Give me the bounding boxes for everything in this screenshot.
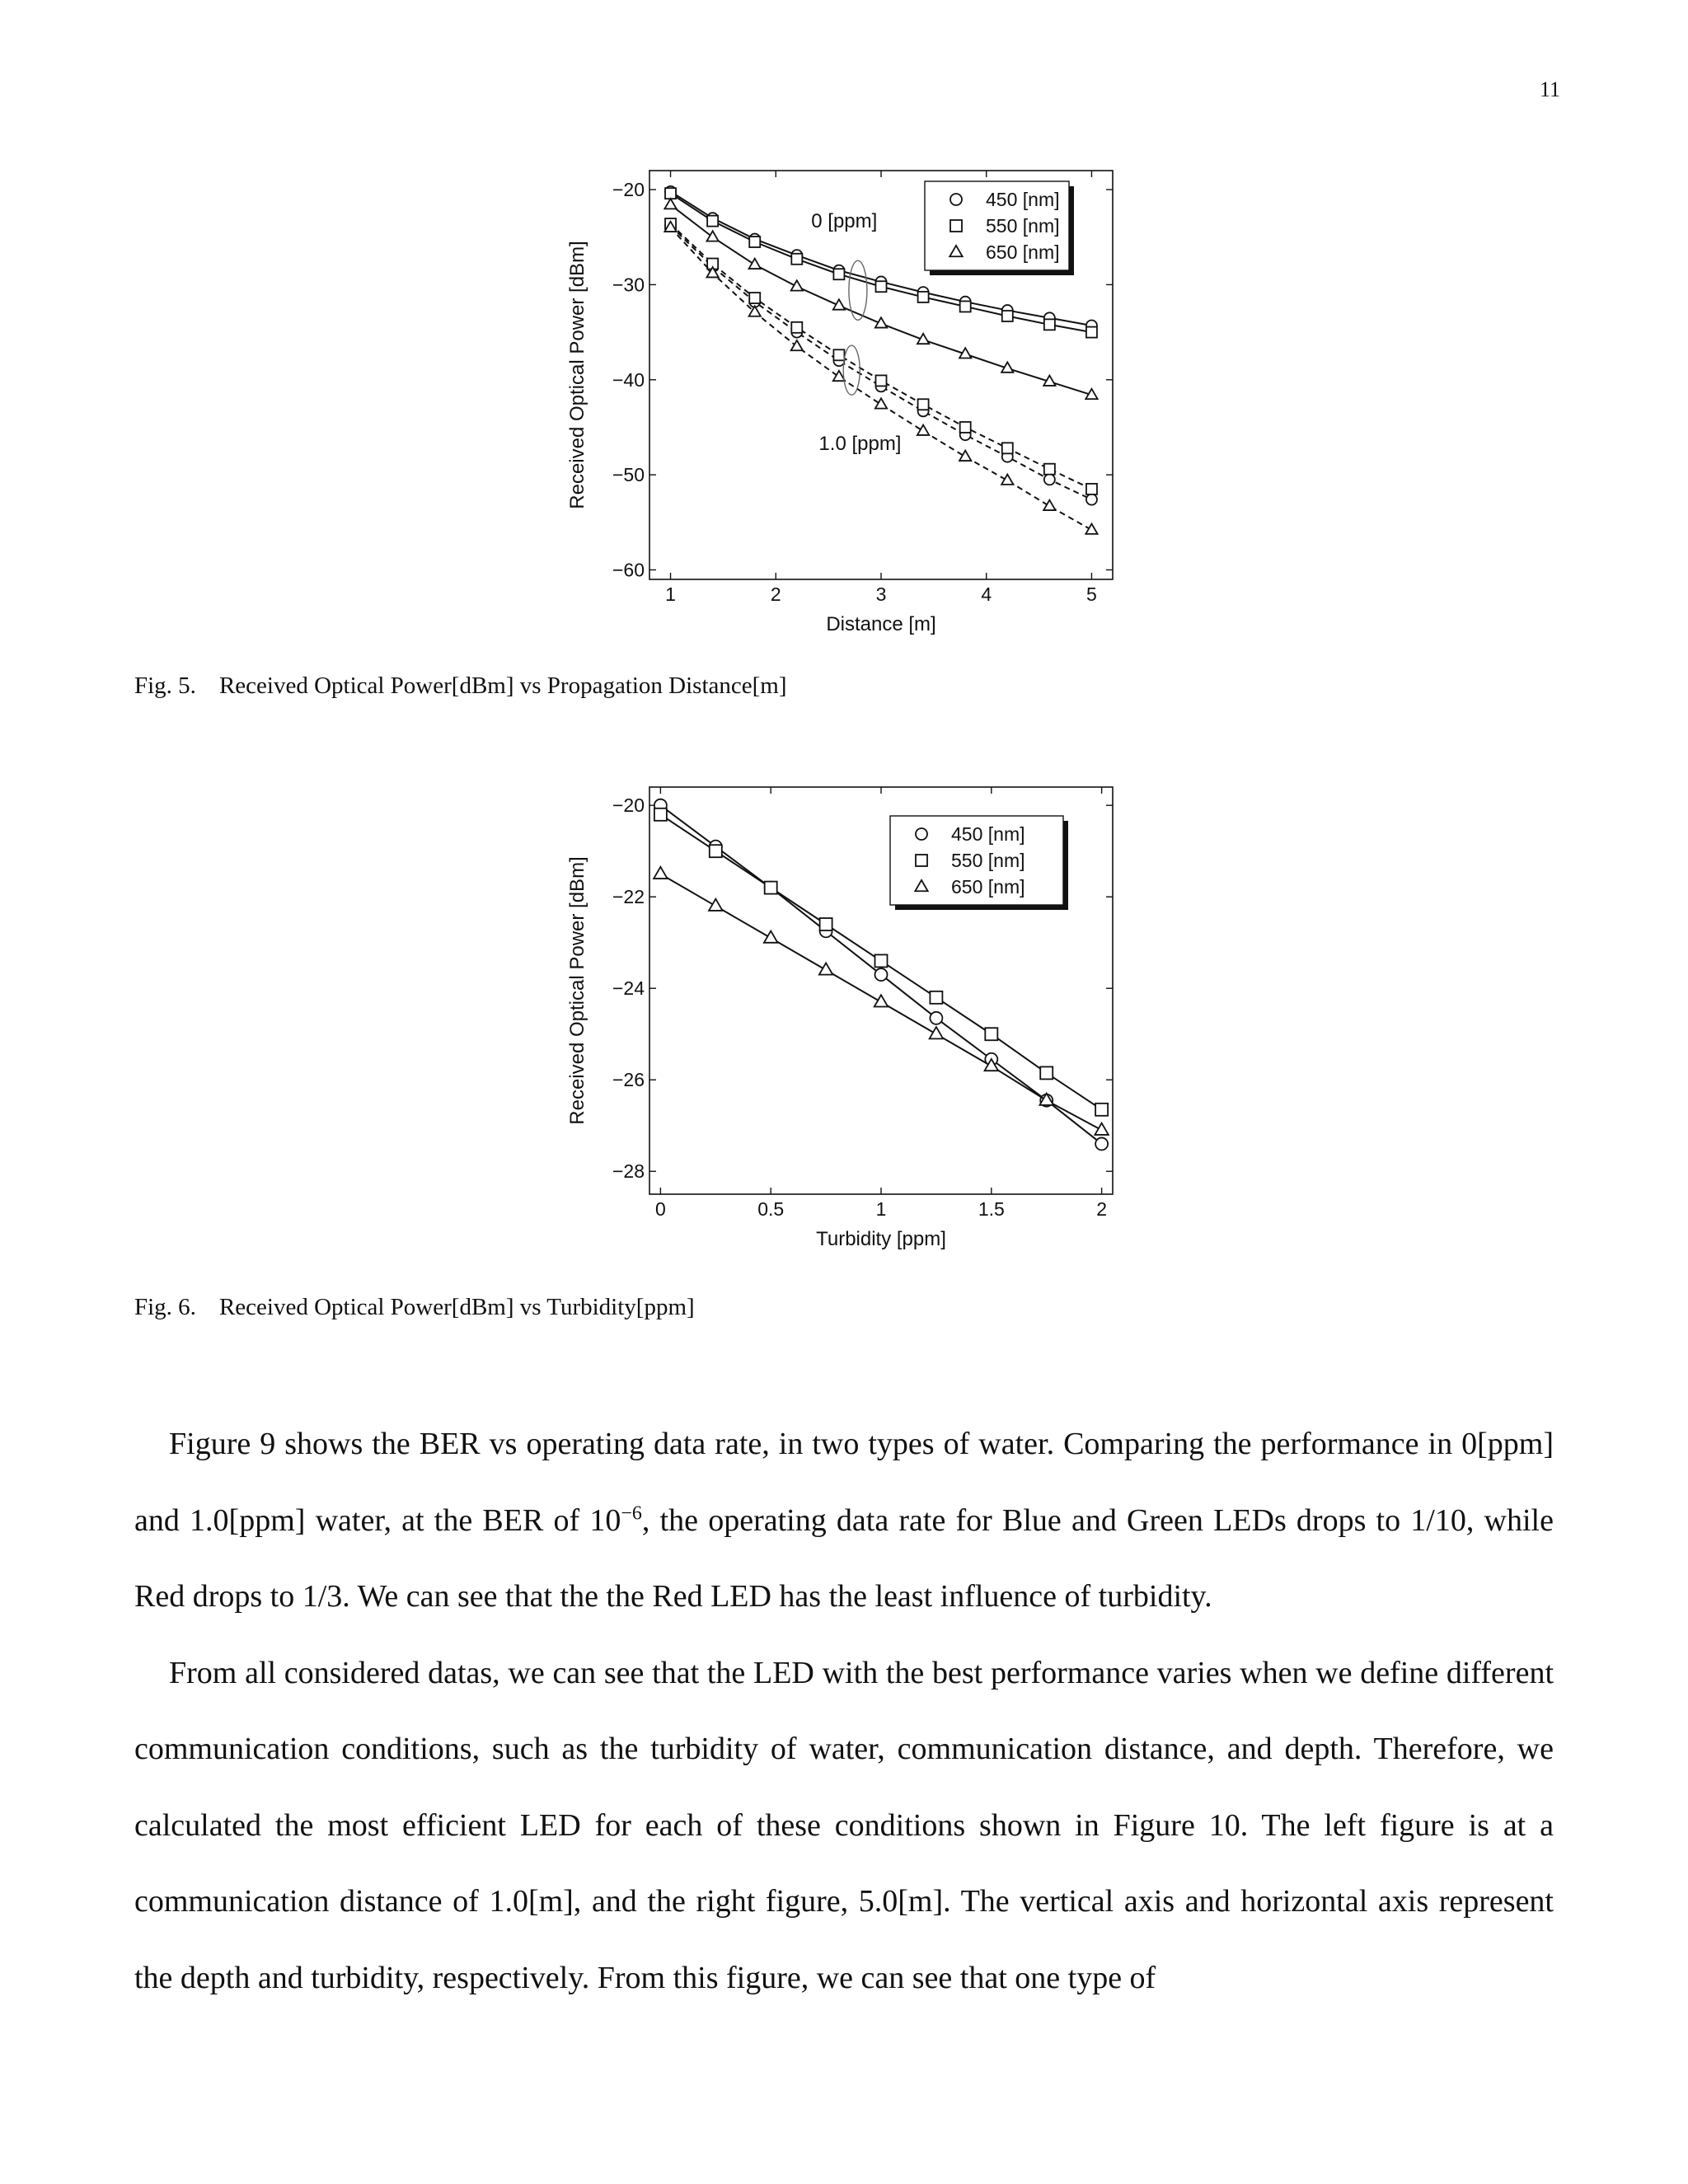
figure-6-chart [560, 779, 1137, 1273]
legend-marker [950, 194, 962, 205]
x-tick-label: 2 [770, 583, 781, 605]
x-tick-label: 1.5 [978, 1198, 1005, 1220]
ber-value-base: 10 [589, 1502, 621, 1538]
data-point-marker [1086, 494, 1097, 505]
legend-entry: 550 [nm] [951, 850, 1025, 871]
data-point-marker [876, 375, 887, 386]
legend-marker [916, 855, 927, 866]
y-axis-label: Received Optical Power [dBm] [566, 241, 588, 509]
x-tick-label: 2 [1096, 1198, 1108, 1220]
fig6-svg [560, 779, 1137, 1273]
data-point-marker [1002, 443, 1013, 453]
y-tick-label: −40 [612, 368, 645, 391]
data-point-marker [876, 281, 887, 292]
data-point-marker [765, 882, 777, 894]
data-point-marker [985, 1028, 997, 1040]
y-axis-label: Received Optical Power [dBm] [566, 856, 588, 1125]
data-point-marker [1086, 484, 1097, 494]
y-tick-label: −50 [612, 464, 645, 486]
data-point-marker [710, 845, 722, 857]
data-point-marker [1086, 327, 1097, 338]
paragraph-1 [134, 1406, 1554, 1635]
data-point-marker [1044, 464, 1055, 475]
data-point-marker [791, 322, 802, 333]
figure-6-label: Fig. 6. [134, 1294, 196, 1320]
data-point-marker [1002, 311, 1013, 321]
data-point-marker [960, 422, 971, 433]
paragraph-1-part-a: Figure 9 shows the BER vs operating data rate, in two types of water. Comparing the performance in 0[ppm] and 1.0[ppm] water, at the BER of [134, 1427, 1554, 1538]
x-tick-label: 0 [654, 1198, 666, 1220]
data-point-marker [875, 954, 888, 967]
figure-5-chart [560, 161, 1137, 655]
ber-value-exponent: −6 [621, 1502, 642, 1524]
figure-6-caption [134, 1294, 695, 1321]
y-tick-label: −28 [612, 1160, 645, 1183]
x-axis-label: Distance [m] [826, 613, 936, 635]
data-point-marker [1044, 319, 1055, 330]
data-point-marker [833, 349, 844, 360]
data-point-marker [875, 968, 888, 981]
legend-entry: 550 [nm] [986, 215, 1060, 237]
legend-entry: 450 [nm] [986, 189, 1060, 210]
data-point-marker [654, 808, 667, 821]
data-point-marker [930, 991, 942, 1004]
data-point-marker [960, 301, 971, 312]
x-tick-label: 0.5 [757, 1198, 785, 1220]
data-point-marker [707, 216, 718, 227]
data-point-marker [918, 399, 929, 410]
legend-entry: 650 [nm] [951, 876, 1025, 898]
data-point-marker [749, 293, 760, 303]
figure-6-caption-text: Received Optical Power[dBm] vs Turbidity[ppm] [218, 1294, 695, 1320]
annotation-1ppm: 1.0 [ppm] [818, 433, 902, 456]
data-point-marker [1095, 1104, 1108, 1116]
y-tick-label: −24 [612, 977, 645, 1000]
figure-5-label: Fig. 5. [134, 673, 196, 699]
y-tick-label: −20 [612, 794, 645, 817]
figure-5-caption-text: Received Optical Power[dBm] vs Propagation Distance[m] [218, 673, 787, 699]
legend-entry: 650 [nm] [986, 241, 1060, 263]
data-point-marker [1040, 1066, 1053, 1079]
x-tick-label: 4 [981, 583, 992, 605]
x-tick-label: 1 [665, 583, 676, 605]
data-point-marker [1044, 474, 1055, 485]
page-number: 11 [1539, 77, 1560, 101]
y-tick-label: −60 [612, 559, 645, 581]
figure-5-caption [134, 673, 787, 700]
data-point-marker [1095, 1137, 1108, 1150]
paragraph-1-part-b: , the operating data rate for Blue and Green LEDs drops to 1/10, while Red drops to 1/3. We can see that the the Red LED has the least influence of turbidity. [134, 1502, 1554, 1614]
paragraph-2: From all considered datas, we can see that the LED with the best performance varies when we define different communication conditions, such as the turbidity of water, communication distance, and depth. Therefore, we calculated the most efficient LED for each of these conditions shown in Figure 10. The left figure is at a communication distance of 1.0[m], and the right figure, 5.0[m]. The vertical axis and horizontal axis represent the depth and turbidity, respectively. From this figure, we can see that one type of [134, 1655, 1554, 1995]
body-text [134, 1406, 1554, 2016]
data-point-marker [749, 237, 760, 247]
fig5-svg [560, 161, 1137, 655]
y-tick-label: −20 [612, 179, 645, 201]
data-point-marker [918, 292, 929, 302]
x-tick-label: 5 [1086, 583, 1097, 605]
x-tick-label: 3 [875, 583, 887, 605]
y-tick-label: −26 [612, 1069, 645, 1091]
data-point-marker [820, 918, 832, 930]
y-tick-label: −22 [612, 886, 645, 908]
data-point-marker [930, 1012, 942, 1024]
data-point-marker [791, 254, 802, 265]
legend-marker [950, 220, 962, 232]
x-tick-label: 1 [875, 1198, 887, 1220]
legend-marker [916, 828, 927, 840]
annotation-0ppm: 0 [ppm] [811, 210, 878, 233]
data-point-marker [665, 188, 676, 199]
legend-entry: 450 [nm] [951, 823, 1025, 845]
y-tick-label: −30 [612, 274, 645, 296]
x-axis-label: Turbidity [ppm] [816, 1228, 946, 1250]
data-point-marker [833, 269, 844, 279]
